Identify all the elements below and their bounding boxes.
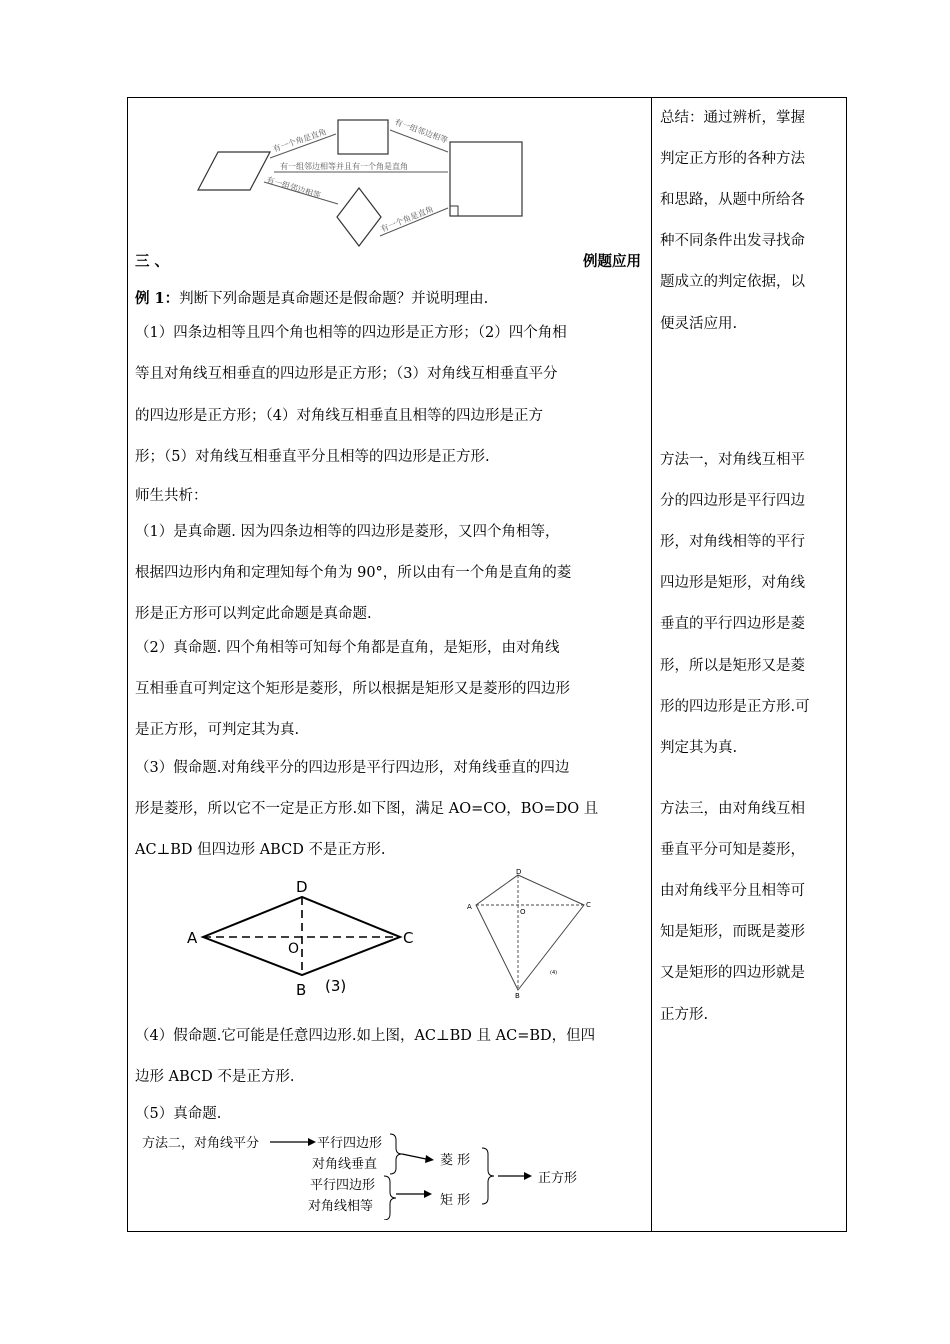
flow-square: 正方形 (538, 1171, 578, 1186)
flow-diagram (140, 1128, 610, 1220)
answer-line: （5）真命题. (135, 1106, 222, 1122)
top-diagram (190, 108, 530, 248)
arrow5-label: 有一个角是直角 (379, 204, 435, 234)
flow-equal: 对角线相等 (308, 1199, 374, 1214)
method1-line: 四边形是矩形，对角线 (660, 575, 805, 591)
summary-line: 总结：通过辨析，掌握 (660, 110, 805, 126)
method3-line: 垂直平分可知是菱形， (660, 842, 805, 858)
point-o: O (520, 908, 526, 916)
summary-line: 题成立的判定依据，以 (660, 274, 805, 290)
point-d: D (296, 878, 308, 896)
figure-3-rhombus (185, 875, 425, 1000)
flow-rhombus: 菱 形 (440, 1153, 471, 1168)
method1-line: 方法一，对角线互相平 (660, 452, 805, 468)
answer-line: 形是正方形可以判定此命题是真命题. (135, 606, 372, 622)
answer-line: （2）真命题. 四个角相等可知每个角都是直角，是矩形，由对角线 (135, 640, 560, 656)
flow-rectangle: 矩 形 (440, 1193, 471, 1208)
answer-line: AC⊥BD 但四边形 ABCD 不是正方形. (135, 842, 386, 858)
summary-line: 种不同条件出发寻找命 (660, 233, 805, 249)
flow-parallelogram-2: 平行四边形 (310, 1178, 376, 1193)
answer-line: 互相垂直可判定这个矩形是菱形，所以根据是矩形又是菱形的四边形 (135, 681, 570, 697)
figure-3-caption: (3) (325, 977, 347, 995)
example-question: 例 1：判断下列命题是真命题还是假命题？并说明理由. (135, 290, 489, 307)
point-c: C (403, 929, 414, 947)
method3-line: 方法三，由对角线互相 (660, 801, 805, 817)
point-a: A (187, 929, 198, 947)
example-line: 等且对角线互相垂直的四边形是正方形；（3）对角线互相垂直平分 (135, 366, 558, 382)
answer-line: 是正方形，可判定其为真. (135, 722, 300, 738)
method1-line: 判定其为真. (660, 740, 738, 756)
answer-line: 形是菱形，所以它不一定是正方形.如下图，满足 AO=CO，BO=DO 且 (135, 801, 599, 817)
summary-line: 便灵活应用. (660, 316, 738, 332)
point-o: O (288, 941, 300, 957)
method1-line: 分的四边形是平行四边 (660, 493, 805, 509)
example-line: 的四边形是正方形；（4）对角线互相垂直且相等的四边形是正方 (135, 408, 543, 424)
flow-parallelogram-1: 平行四边形 (317, 1136, 383, 1151)
point-a: A (467, 903, 472, 911)
answer-line: 根据四边形内角和定理知每个角为 90°，所以由有一个角是直角的菱 (135, 565, 572, 581)
method3-line: 知是矩形，而既是菱形 (660, 924, 805, 940)
method3-line: 由对角线平分且相等可 (660, 883, 805, 899)
method1-line: 形，对角线相等的平行 (660, 534, 805, 550)
column-divider (651, 97, 652, 1232)
section-number: 三 、 (135, 253, 170, 270)
summary-line: 判定正方形的各种方法 (660, 151, 805, 167)
figure-4-kite (462, 866, 602, 1001)
flow-perpendicular: 对角线垂直 (312, 1157, 378, 1172)
example-line: 形；（5）对角线互相垂直平分且相等的四边形是正方形. (135, 449, 490, 465)
answer-line: （1）是真命题. 因为四条边相等的四边形是菱形，又四个角相等， (135, 524, 560, 540)
analysis-title: 师生共析： (135, 488, 208, 504)
method3-line: 又是矩形的四边形就是 (660, 965, 805, 981)
point-c: C (586, 901, 591, 909)
arrow2-label: 有一组邻边相等 (393, 117, 450, 146)
point-d: D (516, 868, 522, 876)
example-line: （1）四条边相等且四个角也相等的四边形是正方形；（2）四个角相 (135, 325, 567, 341)
answer-line: （4）假命题.它可能是任意四边形.如上图，AC⊥BD 且 AC=BD，但四 (135, 1028, 596, 1044)
method1-line: 垂直的平行四边形是菱 (660, 616, 805, 632)
arrow3-label: 有一组邻边相等并且有一个角是直角 (280, 162, 408, 171)
answer-line: （3）假命题.对角线平分的四边形是平行四边形，对角线垂直的四边 (135, 760, 570, 776)
section-title: 例题应用 (583, 253, 641, 270)
summary-line: 和思路，从题中所给各 (660, 192, 805, 208)
arrow1-label: 有一个角是直角 (271, 127, 328, 154)
answer-line: 边形 ABCD 不是正方形. (135, 1069, 295, 1085)
point-b: B (296, 981, 307, 999)
flow-method: 方法二，对角线平分 (142, 1136, 260, 1151)
method1-line: 形的四边形是正方形.可 (660, 699, 810, 715)
method1-line: 形，所以是矩形又是菱 (660, 658, 805, 674)
arrow4-label: 有一组邻边相等 (265, 175, 322, 201)
method3-line: 正方形. (660, 1007, 709, 1023)
example-label: 例 1： (135, 290, 180, 307)
figure-4-caption: (4) (550, 970, 558, 976)
section-heading (135, 250, 641, 271)
point-b: B (515, 992, 520, 1000)
